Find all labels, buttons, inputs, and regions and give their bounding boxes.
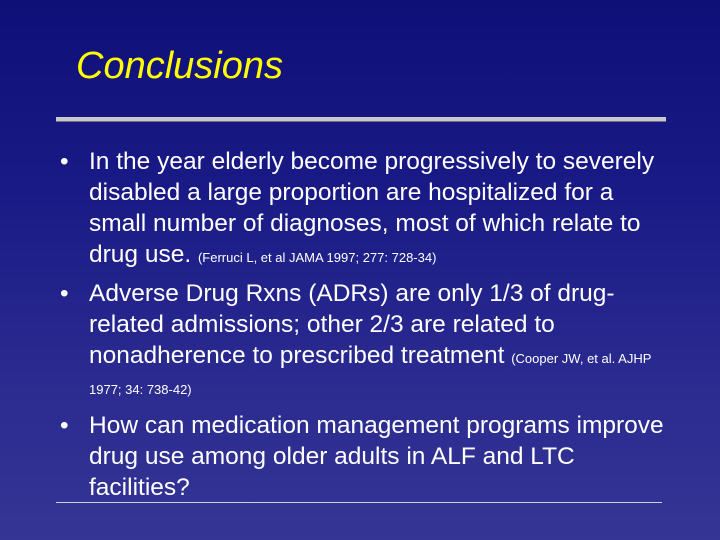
bullet-citation: (Cooper JW, et al. AJHP 1977; 34: 738-42) (89, 351, 652, 397)
bottom-divider (56, 502, 662, 503)
bullet-list (60, 146, 670, 511)
title-divider (56, 117, 666, 121)
bullet-text: In the year elderly become progressively to severely disabled a large proportion are hospitalized for a small number of diagnoses, most of which relate to drug use. (89, 148, 655, 268)
slide-title: Conclusions (76, 45, 283, 87)
bullet-citation: (Ferruci L, et al JAMA 1997; 277: 728-34) (197, 250, 437, 265)
bullet-text: Adverse Drug Rxns (ADRs) are only 1/3 of drug-related admissions; other 2/3 are related to nonadherence to prescribed treatment (89, 280, 615, 369)
bullet-item (60, 278, 670, 402)
bullet-text: How can medication management programs improve drug use among older adults in ALF and LTC facilities? (89, 412, 664, 501)
bullet-dot: • (60, 280, 69, 307)
bullet-item (60, 146, 670, 270)
bullet-dot: • (60, 412, 69, 439)
bullet-dot: • (60, 148, 69, 175)
bullet-item (60, 410, 670, 503)
